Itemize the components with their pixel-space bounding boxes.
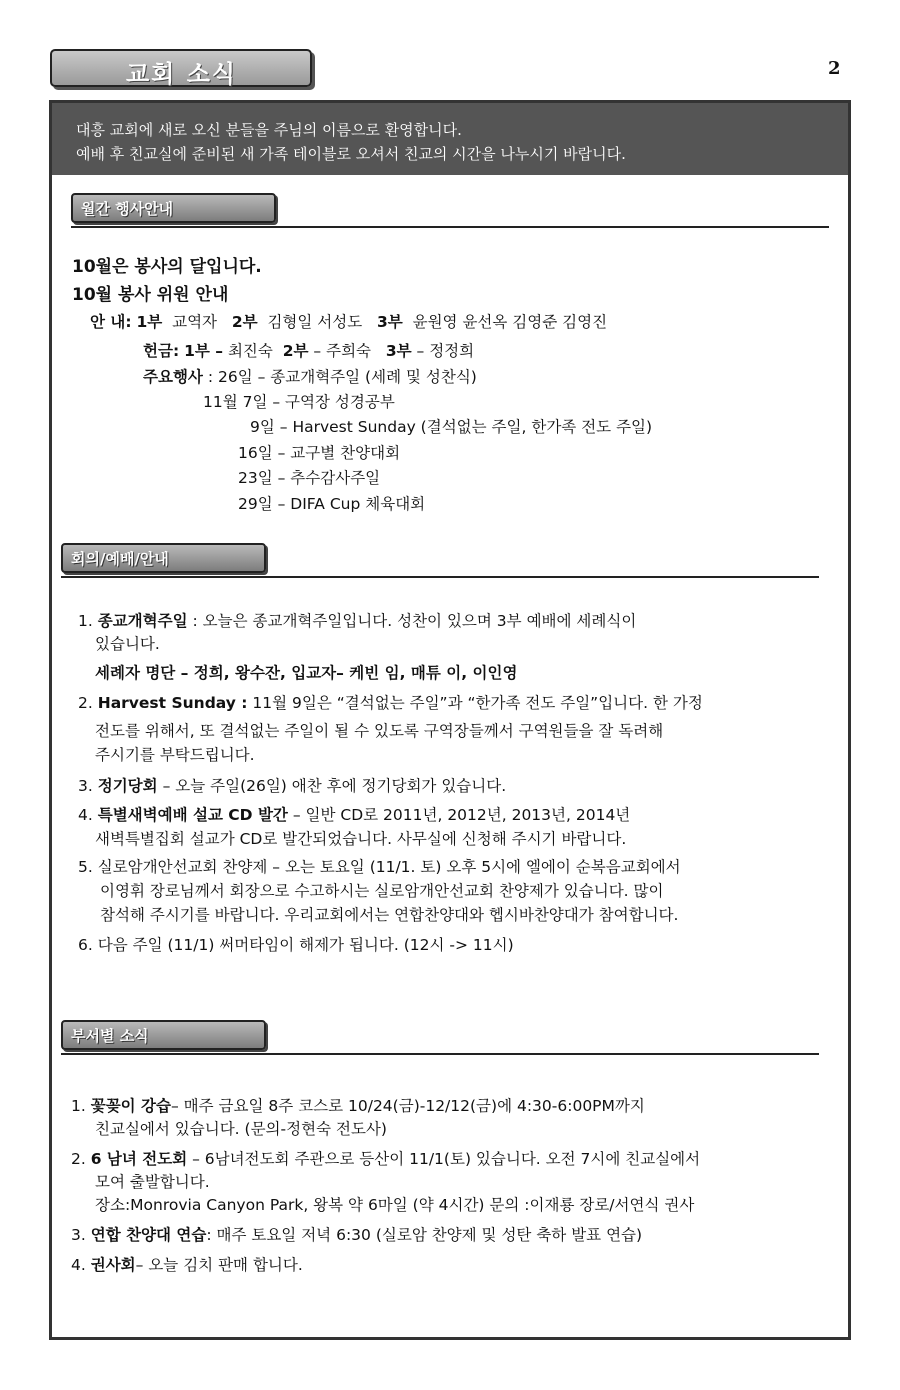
page-title: 교회 소식 [126, 60, 238, 88]
dept-2-title: 6 남녀 전도회 [90, 1150, 188, 1168]
meeting-4-title: 특별새벽예배 설교 CD 발간 [97, 806, 288, 824]
offering-3-names: – 정정희 [416, 342, 475, 360]
dept-2-text-3: 장소:Monrovia Canyon Park, 왕복 약 6마일 (약 4시간) 문의 :이재룡 장로/서연식 권사 [95, 1196, 695, 1214]
offering-1-label: 1부 – [184, 342, 223, 360]
meeting-2-number: 2. [78, 694, 93, 712]
monthly-heading-tab [71, 193, 276, 223]
welcome-banner [52, 103, 848, 175]
dept-1-number: 1. [71, 1097, 86, 1115]
event-5: 23일 – 추수감사주일 [238, 469, 381, 487]
meeting-item-5 [78, 857, 681, 877]
guide-1-label: 1부 [136, 313, 163, 331]
meeting-4-number: 4. [78, 806, 93, 824]
meeting-2-text-2: 전도를 위해서, 또 결석없는 주일이 될 수 있도록 구역장들께서 구역원들을 잘 독려해 [95, 722, 664, 740]
offering-row [143, 341, 474, 361]
meeting-2-text: 11월 9일은 “결석없는 주일”과 “한가족 전도 주일”입니다. 한 가정 [247, 694, 703, 712]
meeting-item-3 [78, 776, 506, 796]
offering-label: 헌금: [143, 342, 180, 360]
meeting-5-text-2: 이영휘 장로님께서 회장으로 수고하시는 실로암개안선교회 찬양제가 있습니다. 많이 [100, 882, 664, 900]
dept-2-text-2: 모여 출발합니다. [95, 1173, 210, 1191]
welcome-line-1: 대흥 교회에 새로 오신 분들을 주님의 이름으로 환영합니다. [76, 121, 462, 139]
meeting-6-number: 6. [78, 936, 93, 954]
meeting-5-text: 실로암개안선교회 찬양제 – 오는 토요일 (11/1. 토) 오후 5시에 엘에이 순복음교회에서 [97, 858, 681, 876]
guide-3-label: 3부 [376, 313, 403, 331]
meeting-1-number: 1. [78, 612, 93, 630]
dept-item-4 [71, 1255, 303, 1275]
guide-2-names: 김형일 서성도 [267, 313, 363, 331]
dept-2-number: 2. [71, 1150, 86, 1168]
dept-4-text: – 오늘 김치 판매 합니다. [135, 1256, 303, 1274]
meeting-3-text: – 오늘 주일(26일) 애찬 후에 정기당회가 있습니다. [157, 777, 507, 795]
meeting-3-title: 정기당회 [97, 777, 158, 795]
dept-4-title: 권사회 [90, 1256, 136, 1274]
departments-rule [61, 1053, 819, 1055]
dept-3-number: 3. [71, 1226, 86, 1244]
dept-item-1 [71, 1096, 645, 1116]
event-2: 11월 7일 – 구역장 성경공부 [203, 393, 395, 411]
meeting-3-number: 3. [78, 777, 93, 795]
meeting-item-6 [78, 935, 514, 955]
page-number: 2 [828, 58, 841, 79]
meeting-2-text-3: 주시기를 부탁드립니다. [95, 746, 255, 764]
dept-4-number: 4. [71, 1256, 86, 1274]
meeting-1-text: : 오늘은 종교개혁주일입니다. 성찬이 있으며 3부 예배에 세례식이 [187, 612, 637, 630]
dept-2-text: – 6남녀전도회 주관으로 등산이 11/1(토) 있습니다. 오전 7시에 친교실에서 [187, 1150, 701, 1168]
offering-2-label: 2부 [282, 342, 309, 360]
meeting-5-text-3: 참석해 주시기를 바랍니다. 우리교회에서는 연합찬양대와 헵시바찬양대가 참여합니다. [100, 906, 679, 924]
meeting-1-text-2: 있습니다. [95, 635, 160, 653]
monthly-rule [71, 226, 829, 228]
guide-label: 안 내: [90, 313, 132, 331]
meetings-rule [61, 576, 819, 578]
guide-3-names: 윤원영 윤선옥 김영준 김영진 [412, 313, 608, 331]
meeting-4-text: – 일반 CD로 2011년, 2012년, 2013년, 2014년 [287, 806, 631, 824]
meeting-2-title: Harvest Sunday : [97, 694, 248, 712]
welcome-line-2: 예배 후 친교실에 준비된 새 가족 테이블로 오셔서 친교의 시간을 나누시기 바랍니다. [76, 145, 626, 163]
dept-1-text: – 매주 금요일 8주 코스로 10/24(금)-12/12(금)에 4:30-6:00PM까지 [171, 1097, 645, 1115]
monthly-heading: 월간 행사안내 [81, 200, 174, 218]
offering-3-label: 3부 [385, 342, 412, 360]
meeting-5-number: 5. [78, 858, 93, 876]
meeting-item-2 [78, 693, 703, 713]
departments-heading: 부서별 소식 [71, 1027, 149, 1045]
meeting-item-1 [78, 611, 636, 631]
guide-1-names: 교역자 [172, 313, 218, 331]
meeting-4-text-2: 새벽특별집회 설교가 CD로 발간되었습니다. 사무실에 신청해 주시기 바랍니다. [95, 830, 627, 848]
meeting-1-title: 종교개혁주일 [97, 612, 188, 630]
dept-1-text-2: 친교실에서 있습니다. (문의-정현숙 전도사) [95, 1120, 387, 1138]
dept-item-3 [71, 1225, 642, 1245]
monthly-line-2: 10월 봉사 위원 안내 [72, 285, 229, 305]
event-row-1 [143, 367, 477, 387]
departments-heading-tab [61, 1020, 266, 1050]
events-label: 주요행사 [143, 368, 203, 386]
meeting-item-4 [78, 805, 630, 825]
dept-item-2 [71, 1149, 700, 1169]
offering-2-names: – 주희숙 [313, 342, 372, 360]
section-title-tab [50, 49, 312, 87]
dept-3-title: 연합 찬양대 연습 [90, 1226, 207, 1244]
meetings-heading: 회의/예배/안내 [71, 550, 169, 568]
guide-row [90, 312, 607, 332]
event-6: 29일 – DIFA Cup 체육대회 [238, 495, 426, 513]
event-3: 9일 – Harvest Sunday (결석없는 주일, 한가족 전도 주일) [250, 418, 653, 436]
offering-1-names: 최진숙 [227, 342, 273, 360]
meetings-heading-tab [61, 543, 266, 573]
dept-1-title: 꽃꽂이 강습 [90, 1097, 171, 1115]
meeting-6-text: 다음 주일 (11/1) 써머타임이 해제가 됩니다. (12시 -> 11시) [97, 936, 514, 954]
event-4: 16일 – 교구별 찬양대회 [238, 444, 401, 462]
guide-2-label: 2부 [231, 313, 258, 331]
monthly-line-1: 10월은 봉사의 달입니다. [72, 257, 262, 277]
dept-3-text: : 매주 토요일 저녁 6:30 (실로암 찬양제 및 성탄 축하 발표 연습) [206, 1226, 643, 1244]
event-1: : 26일 – 종교개혁주일 (세례 및 성찬식) [207, 368, 477, 386]
meeting-1-bold: 세례자 명단 – 정희, 왕수잔, 입교자– 케빈 임, 매튜 이, 이인영 [95, 664, 518, 682]
